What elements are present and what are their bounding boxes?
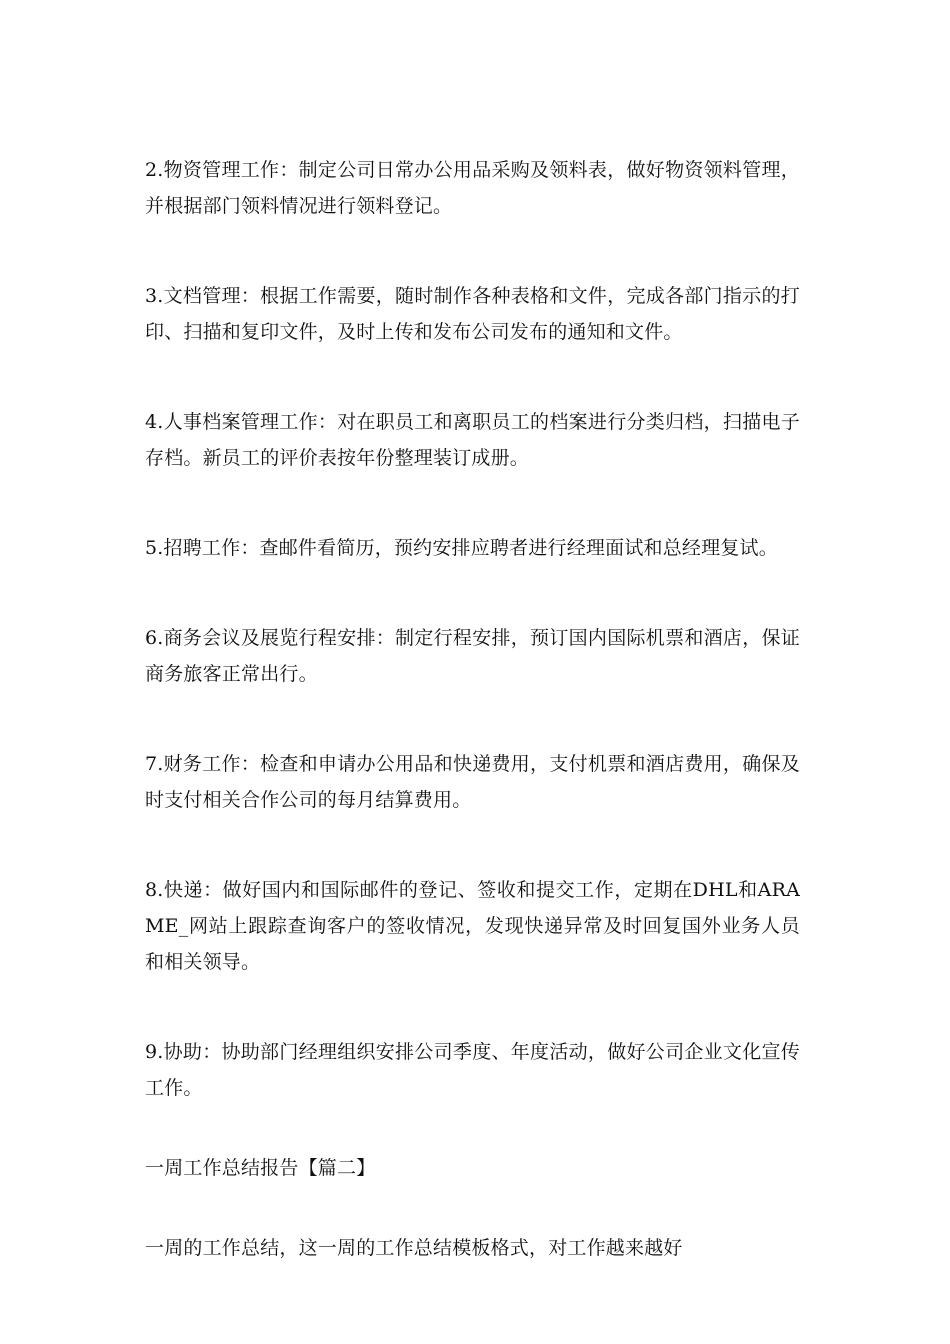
paragraph-finance: 7.财务工作：检查和申请办公用品和快递费用，支付机票和酒店费用，确保及时支付相关合作公司的每月结算费用。 (145, 753, 800, 811)
paragraph-personnel-archives: 4.人事档案管理工作：对在职员工和离职员工的档案进行分类归档，扫描电子存档。新员工的评价表按年份整理装订成册。 (145, 411, 800, 469)
paragraph-document-management: 3.文档管理：根据工作需要，随时制作各种表格和文件，完成各部门指示的打印、扫描和复印文件，及时上传和发布公司发布的通知和文件。 (145, 285, 800, 343)
paragraph-materials-management: 2.物资管理工作：制定公司日常办公用品采购及领料表，做好物资领料管理，并根据部门领料情况进行领料登记。 (145, 159, 800, 217)
paragraph-express-delivery: 8.快递：做好国内和国际邮件的登记、签收和提交工作，定期在DHL和ARAME_网站上跟踪查询客户的签收情况，发现快递异常及时回复国外业务人员和相关领导。 (145, 879, 800, 973)
paragraph-business-travel: 6.商务会议及展览行程安排：制定行程安排，预订国内国际机票和酒店，保证商务旅客正常出行。 (145, 627, 800, 685)
section-heading: 一周工作总结报告【篇二】 (145, 1157, 376, 1179)
paragraph-assistance: 9.协助：协助部门经理组织安排公司季度、年度活动，做好公司企业文化宣传工作。 (145, 1041, 800, 1099)
paragraph-summary-intro: 一周的工作总结，这一周的工作总结模板格式，对工作越来越好 (145, 1237, 683, 1259)
paragraph-recruitment: 5.招聘工作：查邮件看简历，预约安排应聘者进行经理面试和总经理复试。 (145, 537, 778, 559)
document-body (145, 152, 800, 1320)
